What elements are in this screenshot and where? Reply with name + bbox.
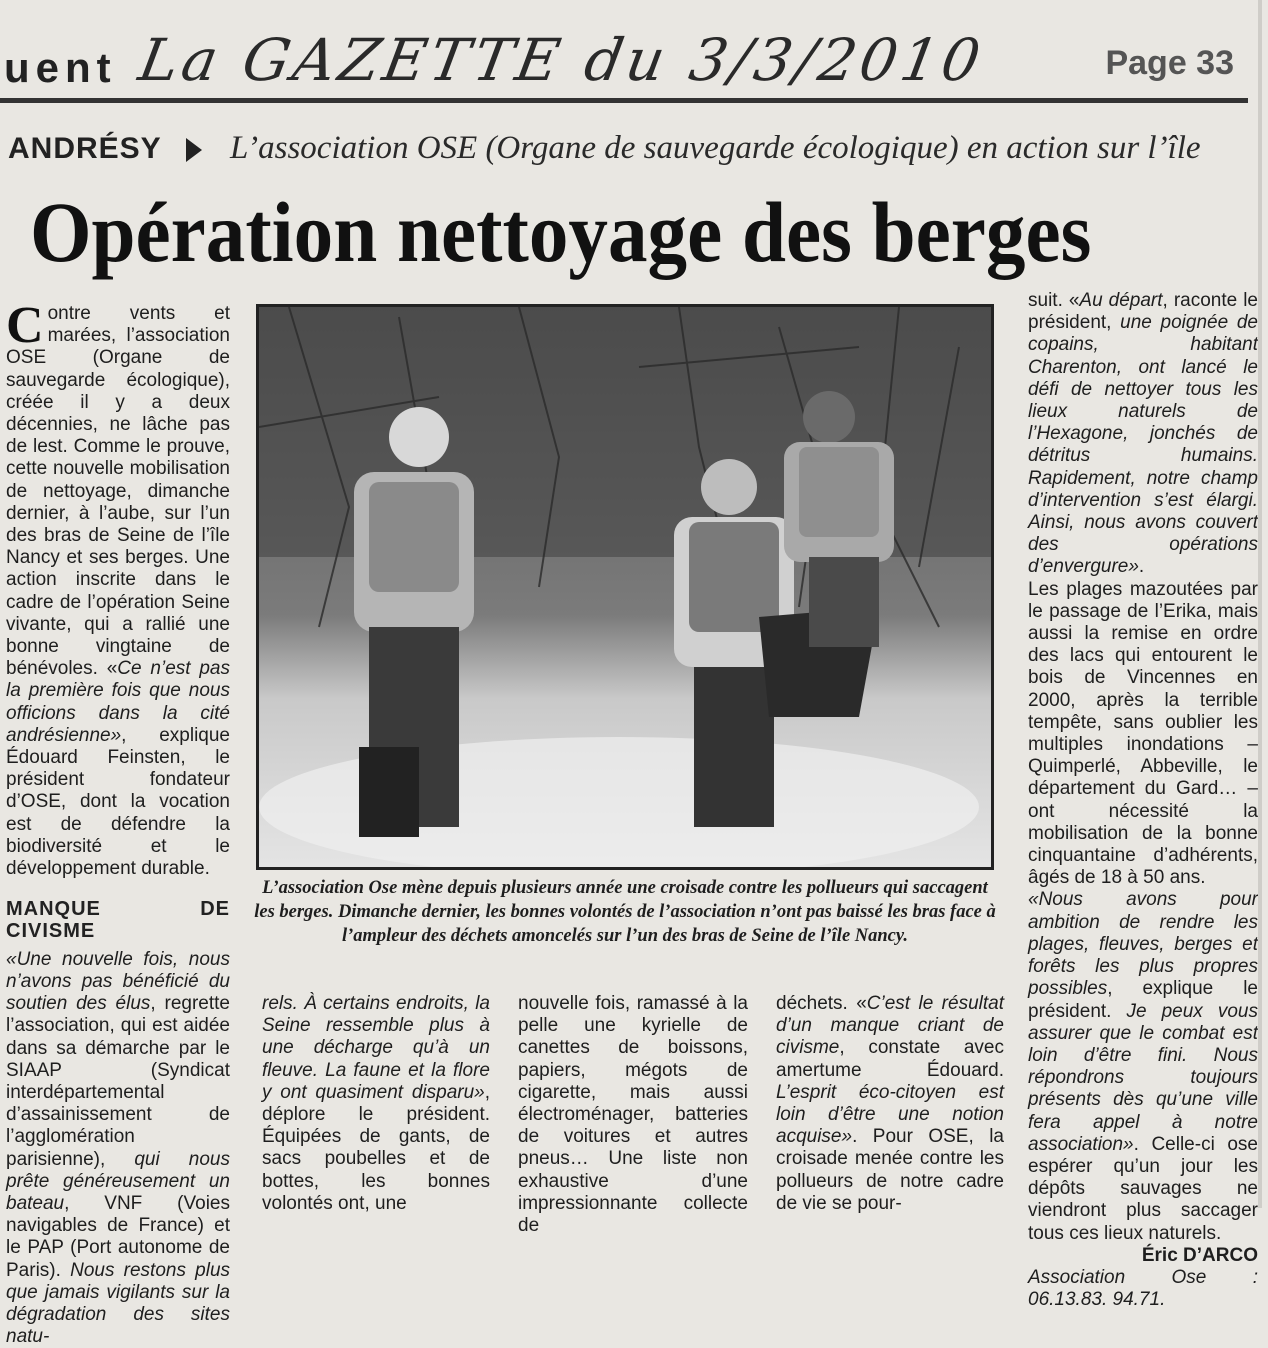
text: , explique le président. xyxy=(1028,978,1258,1022)
location-kicker: ANDRÉSY xyxy=(8,132,162,165)
article-headline: Opération nettoyage des berges xyxy=(30,184,1092,280)
text: , constate avec amertume Édouard. xyxy=(776,1037,1004,1081)
text: ontre vents et marées, l’association OSE (Organe de sauvegarde écologique), créée il y a deux décennies, ne lâche pas de lest. Comme le prouve, cette nouvelle mobilisation de nettoyage, dimanche dernier, à l’aube, sur l’un des bras de Seine de l’île Nancy et ses berges. Une action inscrite dans le cadre de l’opération Seine vivante, qui a rallié une bonne vingtaine de bénévoles. « xyxy=(6,303,230,680)
paragraph: nouvelle fois, ramassé à la pelle une kyrielle de canettes de boissons, papiers, mégots de cigarette, mais aussi électroménager, batteries de voitures et autres pneus… Une liste non exhaustive d’une impressionnante collecte de xyxy=(518,993,748,1237)
article-column-5 xyxy=(1028,290,1258,1311)
masthead-fragment: uent xyxy=(4,44,117,91)
author-signature: Éric D’ARCO xyxy=(1141,1244,1258,1266)
article-column-3 xyxy=(518,993,748,1237)
quote: C’est le résultat d’un manque criant de civisme xyxy=(776,993,1004,1059)
text: , regrette l’association, qui est aidée dans sa démarche par le SIAAP (Syndicat interdépartemental d’assainissement de l’agglomération parisienne), xyxy=(6,993,230,1170)
paragraph xyxy=(262,993,490,1215)
text: , raconte le président, xyxy=(1028,290,1258,334)
paragraph xyxy=(6,949,230,1348)
quote: «Nous avons pour ambition de rendre les plages, fleuves, berges et forêts les plus propres possibles xyxy=(1028,889,1258,1000)
paragraph xyxy=(776,993,1004,1215)
photo-caption: L’association Ose mène depuis plusieurs année une croisade contre les pollueurs qui saccagent les berges. Dimanche dernier, les bonnes volontés de l’association n’ont pas baissé les bras face à l’ampleur des déchets amoncelés sur l’un des bras de Seine de l’île Nancy. xyxy=(254,878,996,946)
text: . Celle-ci ose espérer qu’un jour les dépôts sauvages ne viendront plus saccager tous ces lieux naturels. xyxy=(1028,1133,1258,1244)
quote: Nous restons plus que jamais vigilants sur la dégradation des sites natu- xyxy=(6,1259,231,1348)
page-edge xyxy=(1258,0,1262,1208)
text: , VNF (Voies navigables de France) et le PAP (Port autonome de Paris). xyxy=(6,1192,230,1281)
section-title: MANQUE DE CIVISME xyxy=(6,898,230,943)
photo-river-cleanup xyxy=(259,307,991,867)
article-photo xyxy=(256,304,994,870)
quote: «Une nouvelle fois, nous n’avons pas bénéficié du soutien des élus xyxy=(6,948,230,1015)
text: suit. « xyxy=(1028,290,1080,311)
text: , explique Édouard Feinsten, le président fondateur d’OSE, dont la vocation est de défendre la biodiversité et le développement durable. xyxy=(6,724,230,880)
text: . Pour OSE, la croisade menée contre les pollueurs de notre cadre de vie se pour- xyxy=(776,1126,1004,1214)
text: . xyxy=(1138,556,1145,578)
quote: rels. À certains endroits, la Seine ressemble plus à une décharge qu’à un fleuve. La faune et la flore y ont quasiment disparu» xyxy=(262,993,490,1103)
kicker-arrow-icon xyxy=(186,138,202,162)
article-column-4 xyxy=(776,993,1004,1215)
contact-info: Association Ose : 06.13.83. 94.71. xyxy=(1028,1266,1258,1311)
article-column-2 xyxy=(262,993,490,1215)
paragraph xyxy=(1028,889,1258,1244)
handwritten-note: La GAZETTE du 3/3/2010 xyxy=(134,26,990,94)
text: déchets. « xyxy=(776,993,867,1014)
paragraph: Les plages mazoutées par le passage de l’Erika, mais aussi la remise en ordre des lacs qui entourent le bois de Vincennes en 2000, après la terrible tempête, sans oublier les multiples inondations – Quimperlé, Abbeville, le département du Gard… – ont nécessité la mobilisation de la bonne cinquantaine d’adhérents, âgés de 18 à 50 ans. xyxy=(1028,578,1258,889)
article-subhead: L’association OSE (Organe de sauvegarde écologique) en action sur l’île xyxy=(230,130,1201,166)
text: , déplore le président. Équipées de gants, de sacs poubelles et de bottes, les bonnes volontés ont, une xyxy=(262,1081,490,1214)
page-number: Page 33 xyxy=(1105,44,1234,82)
quote: Je peux vous assurer que le combat est loin d’être fini. Nous répondrons toujours présents dès qu’une ville fera appel à notre association» xyxy=(1028,1000,1258,1155)
quote: une poignée de copains, habitant Charenton, ont lancé le défi de nettoyer tous les lieux naturels de l’Hexagone, jonchés de détritus humains. Rapidement, notre champ d’intervention s’est élargi. Ainsi, nous avons couvert des opérations d’envergure» xyxy=(1028,312,1259,578)
quote: L’esprit éco-citoyen est loin d’être une notion acquise» xyxy=(776,1081,1004,1148)
article-column-1 xyxy=(6,297,231,1348)
drop-cap: C xyxy=(6,297,44,354)
quote: Ce n’est pas la première fois que nous officions dans la cité andrésienne» xyxy=(6,658,230,746)
paragraph xyxy=(6,297,230,880)
paragraph xyxy=(1028,290,1258,579)
quote: Au départ xyxy=(1079,290,1163,311)
header-rule xyxy=(0,98,1248,103)
quote: qui nous prête généreusement un bateau xyxy=(6,1148,230,1214)
